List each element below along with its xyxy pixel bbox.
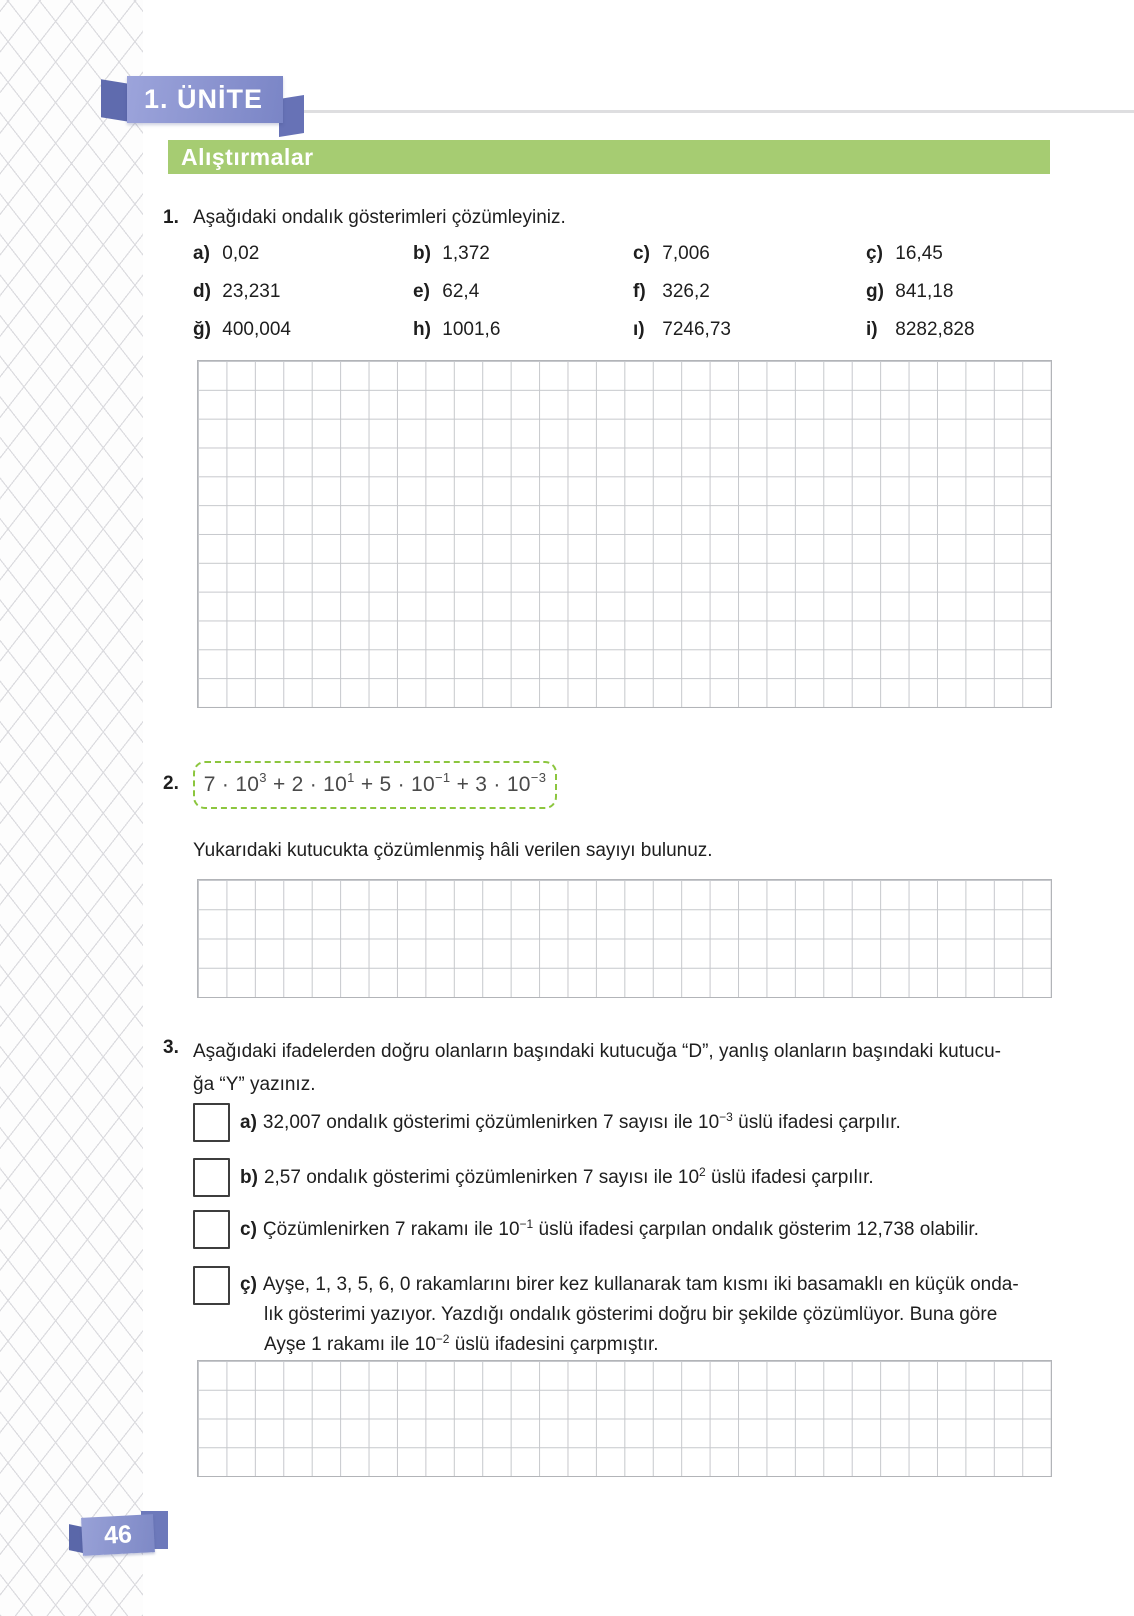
q1-item-gg — [193, 319, 413, 357]
q3-item-a — [240, 1108, 901, 1138]
q1-item-g-label: g) — [866, 281, 884, 302]
q1-item-d-value: 23,231 — [222, 281, 281, 302]
q1-item-cc-label: ç) — [866, 243, 883, 264]
q1-item-h-label: h) — [413, 319, 431, 340]
q1-item-b — [413, 243, 633, 281]
q1-item-a-label: a) — [193, 243, 210, 264]
q3-number: 3. — [163, 1037, 179, 1058]
answer-checkbox-a[interactable] — [193, 1103, 230, 1142]
q1-item-ii-value: 7246,73 — [662, 319, 731, 340]
q3-item-c-text: Çözümlenirken 7 rakamı ile $10^{-1}$ üslü ifadesi çarpılan ondalık gösterim 12,738 olabilir. — [262, 1217, 979, 1240]
q1-item-f-label: f) — [633, 281, 646, 302]
page-number: 46 — [103, 1519, 133, 1550]
q1-item-b-label: b) — [413, 243, 431, 264]
q1-item-ii — [633, 319, 866, 357]
q1-number: 1. — [163, 207, 179, 228]
q1-prompt: Aşağıdaki ondalık gösterimleri çözümleyiniz. — [193, 207, 566, 228]
q2-prompt: Yukarıdaki kutucukta çözümlenmiş hâli verilen sayıyı bulunuz. — [193, 840, 713, 861]
q1-item-e-label: e) — [413, 281, 430, 302]
q3-item-cc-label: ç) — [240, 1274, 257, 1295]
q1-item-d-label: d) — [193, 281, 211, 302]
q1-item-d — [193, 281, 413, 319]
q3-prompt: Aşağıdaki ifadelerden doğru olanların başındaki kutucuğa “D”, yanlış olanların başındaki kutucu- ğa “Y” yazınız. — [193, 1041, 1001, 1095]
q2-number: 2. — [163, 773, 179, 794]
unit-title: 1. ÜNİTE — [144, 84, 264, 114]
q3-item-cc — [240, 1270, 1019, 1360]
q1-item-ii-label: ı) — [633, 319, 645, 340]
q1-item-f — [633, 281, 866, 319]
q1-item-h-value: 1001,6 — [442, 319, 501, 340]
q1-item-g — [866, 281, 1054, 319]
q1-item-e — [413, 281, 633, 319]
q3-item-a-text: 32,007 ondalık gösterimi çözümlenirken 7 sayısı ile $10^{-3}$ üslü ifadesi çarpılır. — [262, 1110, 901, 1133]
header-rule — [295, 110, 1134, 113]
q1-item-a — [193, 243, 413, 281]
unit-ribbon-body — [127, 76, 283, 123]
q1-item-g-value: 841,18 — [895, 281, 954, 302]
q3-item-b-text: 2,57 ondalık gösterimi çözümlenirken 7 sayısı ile $10^2$ üslü ifadesi çarpılır. — [263, 1165, 874, 1188]
q1-item-e-value: 62,4 — [442, 281, 480, 302]
answer-grid-2[interactable] — [197, 879, 1052, 998]
q3-item-b — [240, 1163, 874, 1193]
q3-item-b-label: b) — [240, 1167, 258, 1188]
answer-grid-1[interactable] — [197, 360, 1052, 708]
q1-item-i — [866, 319, 1054, 357]
page-badge-body — [81, 1514, 155, 1556]
q1-item-b-value: 1,372 — [442, 243, 490, 264]
answer-grid-3[interactable] — [197, 1360, 1052, 1477]
section-banner — [168, 140, 1050, 174]
q3-item-cc-text: Ayşe, 1, 3, 5, 6, 0 rakamlarını birer kez kullanarak tam kısmı iki basamaklı en küçük onda- lık gösterimi yazıyor. Yazdığı ondalık gösterimi doğru bir şekilde çözümlüyor. Buna göre Ayşe 1 rakamı ile $10^{-2}$ üslü ifadesini çarpmıştır. — [262, 1274, 1019, 1355]
q1-item-c — [633, 243, 866, 281]
answer-checkbox-cc[interactable] — [193, 1266, 230, 1305]
q3-item-c — [240, 1215, 979, 1245]
q1-item-h — [413, 319, 633, 357]
crosshatch-pattern — [0, 0, 143, 1616]
q1-item-a-value: 0,02 — [222, 243, 260, 264]
section-title: Alıştırmalar — [181, 143, 314, 170]
answer-checkbox-b[interactable] — [193, 1158, 230, 1197]
q2-formula-box — [193, 761, 557, 809]
q1-items — [193, 243, 1054, 357]
q1-item-f-value: 326,2 — [662, 281, 710, 302]
q1-item-cc — [866, 243, 1054, 281]
q1-item-c-value: 7,006 — [662, 243, 710, 264]
q2-formula: $7 \cdot 10^3 + 2 \cdot 10^1 + 5 \cdot 10^{-1} + 3 \cdot 10^{-3}$ — [203, 770, 547, 796]
q1-item-gg-value: 400,004 — [222, 319, 291, 340]
q1-item-i-value: 8282,828 — [895, 319, 975, 340]
q1-item-c-label: c) — [633, 243, 650, 264]
answer-checkbox-c[interactable] — [193, 1210, 230, 1249]
q1-item-i-label: i) — [866, 319, 878, 340]
q1-item-cc-value: 16,45 — [895, 243, 943, 264]
q1-item-gg-label: ğ) — [193, 319, 211, 340]
q3-item-a-label: a) — [240, 1112, 257, 1133]
q3-item-c-label: c) — [240, 1219, 257, 1240]
